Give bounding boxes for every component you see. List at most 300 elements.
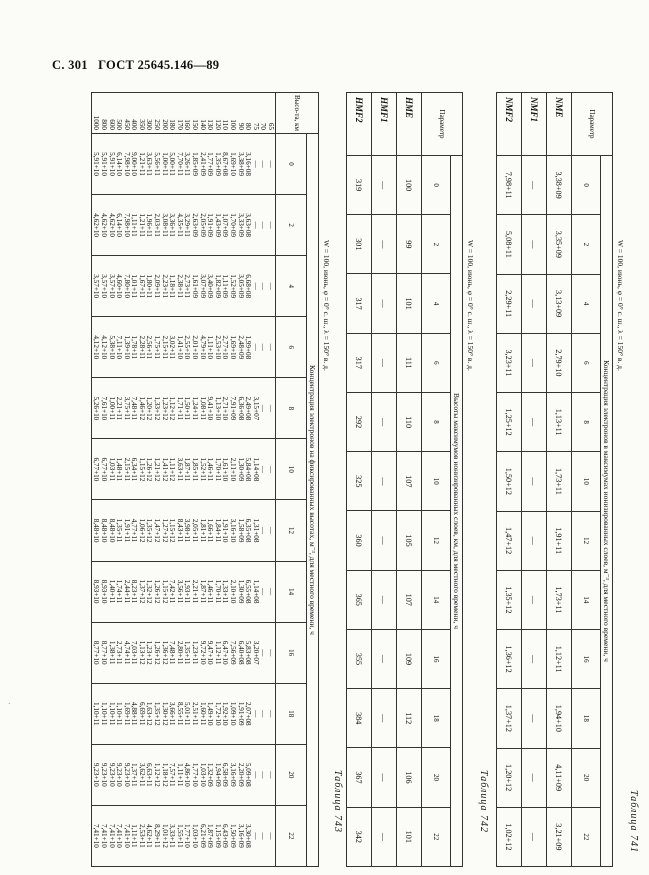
cell-value: 2,55+10 [183,335,192,360]
cell-value: 4,62+11 [145,824,154,848]
cell-value: 1,30+12 [160,701,169,726]
cell-value: 1,23+12 [160,396,169,421]
cell-value: 1,03+10 [191,824,200,848]
cell-value: 7,41+10 [92,824,101,848]
hour-header: 14 [422,570,451,629]
cell-value: 107 [397,452,422,511]
cell-value: 384 [347,689,372,748]
cell-value: 3,63+08 [244,213,253,238]
cell-value: 2,21+11 [115,396,124,421]
cell-value: 1,20+12 [145,396,154,421]
hour-header: 22 [572,807,601,866]
cell-value: 7,61+10 [99,396,108,421]
cell-value: 1,12+12 [168,396,177,421]
cell-value: 1,01+11 [130,274,139,298]
table-row [522,93,547,867]
height-value: 1000 [92,115,101,130]
cell-value: 111 [397,333,422,392]
hour-header: 14 [276,561,307,622]
cell-value: 1,73+11 [547,452,572,511]
cell-value: 1,69+11 [122,701,131,726]
cell-value: 1,15+12 [168,518,177,543]
cell-value: 1,35+11 [183,640,192,665]
cell-value: 3,75+11 [122,396,131,421]
height-value: 500 [115,119,124,130]
cell-value: 8,23+11 [130,579,139,604]
cell-value: 1,21+12 [153,457,162,482]
cell-value: 4,62+10 [107,213,116,238]
caption: Высоты максимумов ионизированных слоев, км, для местного времени, ч [451,156,463,867]
cell-value: 3,57+10 [92,274,101,299]
cell-value: 1,77+09 [206,152,215,176]
cell-value: 9,23+10 [115,762,124,787]
height-value: 70 [259,122,268,130]
cell-value: 2,44+11 [122,579,131,604]
hour-header: 2 [276,195,307,256]
cell-value: 292 [347,392,372,451]
cell-value: 1,35+11 [115,518,124,543]
cell-value: — [267,465,275,474]
cell-value: 1,91+11 [547,511,572,570]
caption: Концентрация электронов на фиксированных высотах, м⁻³, для местного времени, ч [307,134,319,867]
cell-value: 106 [397,748,422,807]
cell-value: — [372,748,397,807]
hours-row [422,93,451,867]
hour-header: 18 [572,689,601,748]
hour-header: 4 [276,256,307,317]
cell-value: — [522,748,547,807]
param-header: Параметр [572,93,613,156]
cell-value: 6,21+09 [198,824,207,848]
cell-value: 4,77+11 [130,518,139,543]
hour-header: 14 [572,570,601,629]
cell-value: 1,31+08 [251,518,260,543]
cell-value: — [522,274,547,333]
cell-value: 7,98+10 [122,152,131,176]
cell-value: 5,09+08 [244,762,253,787]
cell-value: 105 [397,511,422,570]
cell-value: 1,36+12 [497,630,522,689]
cell-value: 8,48+10 [92,518,101,543]
cell-value: — [522,452,547,511]
table-742 [346,92,463,867]
cell-value: 1,14+08 [251,579,260,604]
hour-column [91,500,275,561]
cell-value: — [372,452,397,511]
cell-value: 3,35+09 [547,215,572,274]
hour-header: 4 [572,274,601,333]
cell-value: — [267,587,275,596]
cell-value: 9,23+10 [92,762,101,787]
cell-value: 3,63+11 [175,457,184,482]
hour-header: 12 [572,511,601,570]
height-value: 75 [251,122,260,130]
cell-value: 100 [397,156,422,215]
hour-header: 0 [572,156,601,215]
cell-value: 4,88+11 [130,701,139,726]
hour-column [91,561,275,622]
cell-value: 1,50+12 [497,452,522,511]
cell-value: 1,78+11 [130,335,139,360]
cell-value: 2,38+11 [175,274,184,298]
cell-value: 2,09+11 [153,274,162,298]
cell-value: 1,33+11 [221,579,230,604]
cell-value: 1,10+11 [107,701,116,726]
height-header: Высо-та, км [276,93,319,134]
heights-column [91,93,275,134]
cell-value: 8,48+10 [107,518,116,543]
hour-header: 10 [572,452,601,511]
height-value: 600 [107,119,116,130]
cell-value: 3,57+10 [107,274,116,299]
cell-value: 1,93+11 [183,579,192,604]
hour-header: 20 [572,748,601,807]
cell-value: 4,11+09 [547,748,572,807]
hour-column [91,744,275,805]
cell-value: — [372,215,397,274]
cell-value: 360 [347,511,372,570]
cell-value: 2,71+10 [221,396,230,421]
hour-column [91,439,275,500]
cell-value: 101 [397,274,422,333]
cell-value: 1,47+12 [153,518,162,543]
cell-value: — [267,221,275,229]
cell-value: 8,77+10 [99,640,108,665]
table-743 [91,92,319,867]
cell-value: — [259,526,268,535]
hour-column [91,317,275,378]
cell-value: 319 [347,156,372,215]
cell-value: 7,41+10 [122,824,131,848]
cell-value: 6,35+08 [244,518,253,543]
cell-value: 3,02+11 [168,335,177,360]
cell-value: 1,48+11 [115,457,124,482]
cell-value: 1,37+11 [130,763,139,787]
cell-value: — [267,832,275,840]
cell-value: 1,41+12 [160,457,169,482]
cell-value: 3,15+07 [251,396,260,421]
cell-value: 1,32+09 [206,762,215,787]
cell-value: 1,15+12 [137,457,146,482]
cell-value: 1,94+10 [547,689,572,748]
cell-value: 1,18+12 [160,762,169,787]
cell-value: 1,49+10 [206,701,215,726]
hour-header: 22 [276,805,307,866]
cell-value: 112 [397,689,422,748]
cell-value: 3,05+09 [236,274,245,299]
cell-value: 1,87+11 [198,579,207,604]
cell-value: 8,93+10 [99,579,108,604]
cell-value: 2,20+09 [236,762,245,787]
cell-value: — [251,771,260,779]
cell-value: 1,15+09 [213,824,222,848]
cell-value: 1,12+12 [153,762,162,787]
cell-value: 101 [397,807,422,866]
cell-value: 9,00+10 [130,152,139,176]
cell-value: 2,53+10 [213,335,222,360]
cell-value: 2,41+09 [198,152,207,176]
cell-value: — [372,274,397,333]
hour-header: 0 [276,134,307,195]
cell-value: 1,46+11 [206,457,215,482]
cell-value: 6,40+08 [236,640,245,665]
cell-value: 3,29+11 [183,213,192,237]
cell-value: 1,55+11 [175,824,184,848]
cell-value: 1,35+12 [153,701,162,726]
cell-value: 109 [397,629,422,688]
cell-value: 5,83+08 [244,640,253,665]
cell-value: 7,41+10 [107,824,116,848]
cell-value: — [267,282,275,290]
cell-value: 1,40+11 [107,579,116,604]
cell-value: — [372,511,397,570]
hour-header: 18 [422,689,451,748]
cell-value: 1,01+12 [160,824,169,848]
cell-value: — [259,649,268,657]
height-value: 140 [198,119,207,130]
cell-value: 1,27+12 [160,518,169,543]
margin-mark: · [8,700,11,708]
cell-value: 2,51+11 [191,701,200,726]
cell-value: 1,85+11 [191,457,200,482]
cell-value: — [259,587,268,596]
cell-value: 1,84+11 [213,518,222,543]
cell-value: — [259,710,268,718]
height-value: 150 [191,119,200,130]
cell-value: 6,69+11 [137,701,146,726]
hour-header: 20 [276,744,307,805]
cell-value: 1,99+08 [244,335,253,360]
cell-value: 2,29+11 [497,274,522,333]
cell-value: 3,40+09 [206,274,215,299]
cell-value: 1,92+10 [221,701,230,726]
cell-value: 1,39+10 [122,335,131,360]
cell-value: 3,98+11 [183,518,192,543]
cell-value: 1,80+11 [145,274,154,298]
hour-header: 22 [422,807,451,866]
cell-value: 2,77+10 [221,335,230,360]
cell-value: 6,36+08 [236,396,245,421]
cell-value: 2,80+11 [175,640,184,665]
cell-value: 3,16+08 [244,152,253,176]
cell-value: 2,21+11 [191,579,200,604]
cell-value: 3,08+11 [160,213,169,237]
cell-value: — [522,393,547,452]
cell-value: — [251,221,260,229]
cell-value: 3,33+09 [236,213,245,238]
cell-value: 1,13+10 [213,396,222,421]
cell-value: — [259,404,268,412]
cell-value: 1,26+12 [153,579,162,604]
cell-value: 1,77+10 [191,762,200,787]
cell-value: 9,72+10 [198,640,207,665]
cell-value: 2,79+10 [547,333,572,392]
cell-value: 1,11+11 [130,213,139,237]
cell-value: 2,15+11 [122,457,131,482]
cell-value: 3,30+08 [244,824,253,848]
cell-value: 1,81+11 [198,518,207,543]
param-name: HMF1 [372,93,397,156]
caption-row [307,93,319,867]
cell-value: — [522,807,547,866]
cell-value: 6,58+09 [221,762,230,787]
cell-value: 1,18+11 [168,274,177,298]
cell-value: 4,86+10 [183,762,192,787]
cell-value: 1,07+09 [221,213,230,238]
cell-value: 2,48+09 [236,335,245,360]
cell-value: 7,11+10 [115,335,124,360]
cell-value: — [251,832,260,840]
cell-value: 7,80+10 [122,274,131,299]
cell-value: 1,69+10 [229,335,238,360]
cell-value: 4,62+10 [92,213,101,238]
table-row [547,93,572,867]
cell-value: 7,98+10 [122,213,131,238]
cell-value: 9,47+10 [206,640,215,665]
cell-value: 1,37+12 [497,689,522,748]
table-741-title: Таблица 741 [628,790,639,853]
cell-value: 9,41+10 [206,396,215,421]
cell-value: 1,24+11 [191,396,200,421]
cell-value: 1,58+09 [236,518,245,543]
cell-value: 1,35+09 [213,152,222,176]
cell-value: 3,62+11 [137,763,146,787]
cell-value: 1,37+12 [137,579,146,604]
cell-value: 1,60+11 [198,701,207,726]
cell-value: 1,12+11 [213,640,222,665]
cell-value: — [372,807,397,866]
height-value: 80 [244,122,253,130]
cell-value: 7,98+11 [497,156,522,215]
cell-value: 1,91+10 [221,518,230,543]
cell-value: 1,91+11 [122,518,131,543]
cell-value: 1,11+11 [175,763,184,787]
cell-value: 1,61+09 [191,274,200,299]
table-742-title: Таблица 742 [478,770,489,833]
page-number: С. 301 [52,58,88,72]
cell-value: 6,14+10 [115,213,124,238]
cell-value: 1,77+10 [183,824,192,848]
cell-value: 3,63+11 [145,152,154,176]
cell-value: 99 [397,215,422,274]
table-row [497,93,522,867]
table-742-subtitle: W = 100, июнь, φ = 0° с. ш., λ = 150° в. д. [466,240,475,371]
cell-value: — [522,156,547,215]
standard-number: ГОСТ 25645.146—89 [98,58,220,72]
height-value: 100 [229,119,238,130]
cell-value: 5,91+10 [107,152,116,176]
cell-value: 1,41+10 [175,335,184,360]
cell-value: 6,77+10 [99,457,108,482]
cell-value: — [259,160,268,168]
cell-value: 1,47+12 [497,511,522,570]
table-741-subtitle: W = 100, июнь, φ = 0° с. ш., λ = 150° в. д. [616,240,625,371]
hour-header: 2 [422,215,451,274]
cell-value: 1,13+12 [137,640,146,665]
cell-value: 1,30+09 [236,579,245,604]
cell-value: — [267,526,275,535]
cell-value: 1,74+11 [115,579,124,604]
table-row [397,93,422,867]
cell-value: — [259,343,268,351]
cell-value: 1,21+11 [137,213,146,237]
cell-value: 1,14+08 [251,457,260,482]
cell-value: 7,91+09 [229,396,238,421]
cell-value: 3,36+11 [168,213,177,237]
cell-value: 6,55+08 [244,579,253,604]
cell-value: 1,46+12 [137,396,146,421]
cell-value: 3,33+11 [168,824,177,848]
cell-value: 1,70+11 [213,457,222,482]
cell-value: 7,56+09 [229,640,238,665]
cell-value: 1,52+11 [198,457,207,482]
hour-header: 6 [572,333,601,392]
cell-value: — [372,629,397,688]
cell-value: 1,35+12 [497,570,522,629]
cell-value: 325 [347,452,372,511]
param-name: HMF2 [347,93,372,156]
cell-value: — [267,649,275,657]
hour-header: 6 [276,317,307,378]
cell-value: 3,23+11 [497,333,522,392]
cell-value: 342 [347,807,372,866]
cell-value: 2,07+08 [244,701,253,726]
caption-row [451,93,463,867]
cell-value: 3,38+09 [236,152,245,176]
cell-value: 4,62+10 [99,213,108,238]
cell-value: 6,63+11 [145,763,154,787]
cell-value: 7,57+11 [168,763,177,787]
cell-value: 1,10+11 [92,701,101,726]
cell-value: — [251,160,260,168]
cell-value: 8,93+10 [92,579,101,604]
height-value: 400 [130,119,139,130]
cell-value: 317 [347,274,372,333]
cell-value: 3,66+11 [168,701,177,726]
cell-value: 4,12+10 [99,335,108,360]
hours-row [572,93,601,867]
cell-value: 317 [347,333,372,392]
cell-value: — [251,343,260,351]
cell-value: 1,52+09 [229,274,238,299]
cell-value: 2,03+11 [153,213,162,237]
cell-value: 1,50+09 [229,824,238,848]
cell-value: 3,57+10 [99,274,108,299]
cell-value: 8,55+11 [175,701,184,726]
cell-value: — [522,333,547,392]
hour-column [91,805,275,866]
cell-value: 1,30+09 [236,457,245,482]
cell-value: 2,23+11 [160,274,169,298]
cell-value: 1,87+09 [206,824,215,848]
hour-header: 2 [572,215,601,274]
cell-value: 1,25+12 [497,393,522,452]
height-value: 90 [236,122,245,130]
cell-value: 5,00+11 [168,152,177,176]
cell-value: 1,13+11 [547,393,572,452]
hour-column [91,256,275,317]
cell-value: 1,96+11 [145,213,154,237]
cell-value: 1,69+10 [229,152,238,176]
height-value: 250 [153,119,162,130]
cell-value: — [267,160,275,168]
cell-value: — [522,511,547,570]
cell-value: 3,20+07 [251,640,260,665]
cell-value: 1,00+11 [107,396,116,421]
hour-column [91,622,275,683]
cell-value: 1,26+12 [153,640,162,665]
hours-row [276,93,307,867]
